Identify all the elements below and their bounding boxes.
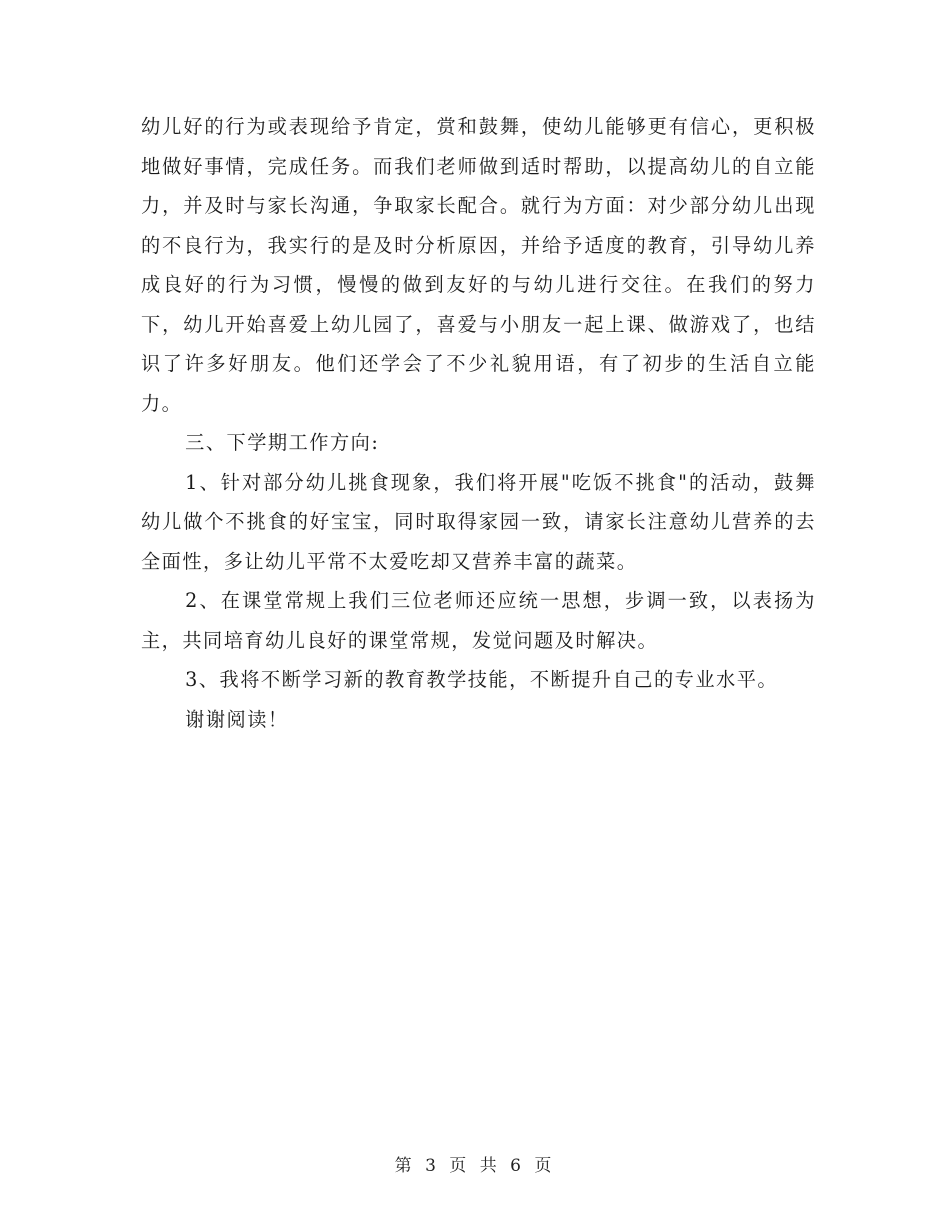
- paragraph-continuation: 幼儿好的行为或表现给予肯定，赏和鼓舞，使幼儿能够更有信心，更积极地做好事情，完成任务。而我们老师做到适时帮助，以提高幼儿的自立能力，并及时与家长沟通，争取家长配合。就行为方面：对少部分幼儿出现的不良行为，我实行的是及时分析原因，并给予适度的教育，引导幼儿养成良好的行为习惯，慢慢的做到友好的与幼儿进行交往。在我们的努力下，幼儿开始喜爱上幼儿园了，喜爱与小朋友一起上课、做游戏了，也结识了许多好朋友。他们还学会了不少礼貌用语，有了初步的生活自立能力。: [141, 115, 816, 415]
- document-body: [141, 107, 816, 739]
- list-item-professional-growth: 3、我将不断学习新的教育教学技能，不断提升自己的专业水平。: [185, 668, 779, 691]
- page-number-footer: 第 3 页 共 6 页: [394, 1156, 556, 1176]
- list-item-picky-eating: 1、针对部分幼儿挑食现象，我们将开展"吃饭不挑食"的活动，鼓舞幼儿做个不挑食的好宝宝，同时取得家园一致，请家长注意幼儿营养的去全面性，多让幼儿平常不太爱吃却又营养丰富的蔬菜。: [141, 470, 816, 573]
- closing-thanks: 谢谢阅读！: [185, 707, 289, 731]
- section-heading-next-term-plan: 三、下学期工作方向:: [185, 431, 380, 454]
- list-item-classroom-routine: 2、在课堂常规上我们三位老师还应统一思想，步调一致，以表扬为主，共同培育幼儿良好的课堂常规，发觉问题及时解决。: [141, 589, 816, 652]
